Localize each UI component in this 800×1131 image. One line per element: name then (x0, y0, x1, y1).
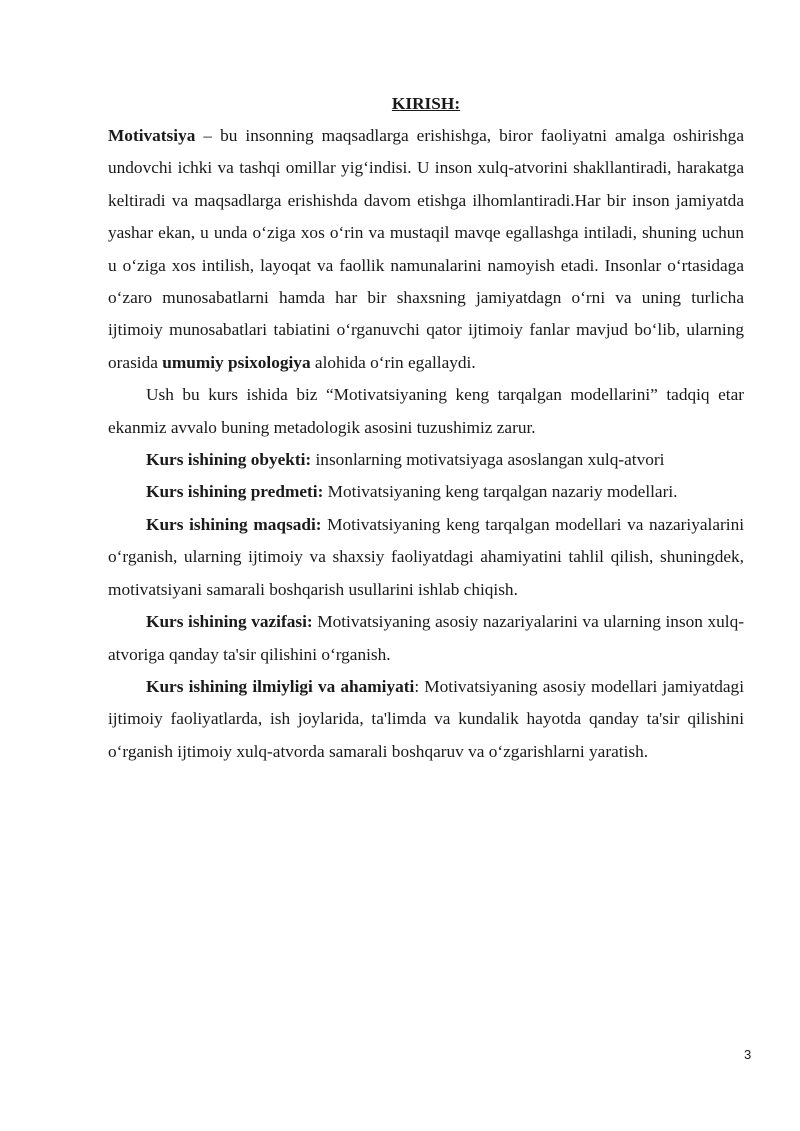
intro-text-2: alohida o‘rin egallaydi. (310, 352, 476, 372)
subject-paragraph (108, 476, 744, 508)
tasks-text: Motivatsiyaning asosiy nazariyalarini va ularning inson xulq-atvoriga qanday ta'sir qilishini o‘rganish. (108, 612, 744, 664)
significance-label: Kurs ishining ilmiyligi va ahamiyati (146, 676, 415, 696)
tasks-paragraph (108, 606, 744, 671)
object-text: insonlarning motivatsiyaga asoslangan xulq-atvori (311, 450, 665, 470)
goal-label: Kurs ishining maqsadi: (146, 514, 322, 534)
intro-text-1: – bu insonning maqsadlarga erishishga, biror faoliyatni amalga oshirishga undovchi ichki va tashqi omillar yig‘indisi. U inson xulq-atvorini shakllantiradi, harakatga keltiradi va maqsadlarga erishishda davom etishga ilhomlantiradi.Har bir inson jamiyatda yashar ekan, u unda o‘ziga xos o‘rin va mustaqil mavqe egallashga intiladi, shuning uchun u o‘ziga xos intilish, layoqat va faollik namunalarini namoyish etadi. Insonlar o‘rtasidaga o‘zaro munosabatlarni hamda har bir shaxsning jamiyatdagn o‘rni va uning turlicha ijtimoiy munosabatlari tabiatini o‘rganuvchi qator ijtimoiy fanlar mavjud bo‘lib, ularning orasida (108, 126, 744, 372)
goal-paragraph (108, 509, 744, 606)
object-paragraph (108, 444, 744, 476)
section-title: KIRISH: (391, 94, 461, 113)
significance-paragraph (108, 671, 744, 768)
term-umumiy-psixologiya: umumiy psixologiya (162, 352, 311, 372)
subject-text: Motivatsiyaning keng tarqalgan nazariy modellari. (323, 482, 678, 502)
methodology-paragraph: Ush bu kurs ishida biz “Motivatsiyaning keng tarqalgan modellarini” tadqiq etar ekanmiz avvalo buning metadologik asosini tuzushimiz zarur. (108, 385, 744, 437)
intro-paragraph (108, 120, 744, 379)
object-label: Kurs ishining obyekti: (146, 450, 312, 470)
page-number: 3 (744, 1047, 752, 1062)
tasks-label: Kurs ishining vazifasi: (146, 612, 313, 632)
subject-label: Kurs ishining predmeti: (146, 482, 324, 502)
term-motivatsiya: Motivatsiya (108, 126, 196, 145)
goal-text: Motivatsiyaning keng tarqalgan modellari va nazariyalarini o‘rganish, ularning ijtimoiy va shaxsiy faoliyatdagi ahamiyatini tahlil qilish, shuningdek, motivatsiyani samarali boshqarish usullarini ishlab chiqish. (108, 514, 745, 599)
document-page (108, 88, 744, 768)
significance-text: : Motivatsiyaning asosiy modellari jamiyatdagi ijtimoiy faoliyatlarda, ish joylarida, ta'limda va kundalik hayotda qanday ta'sir qilishini o‘rganish ijtimoiy xulq-atvorda samarali boshqaruv va o‘zgarishlarni yaratish. (108, 676, 744, 761)
